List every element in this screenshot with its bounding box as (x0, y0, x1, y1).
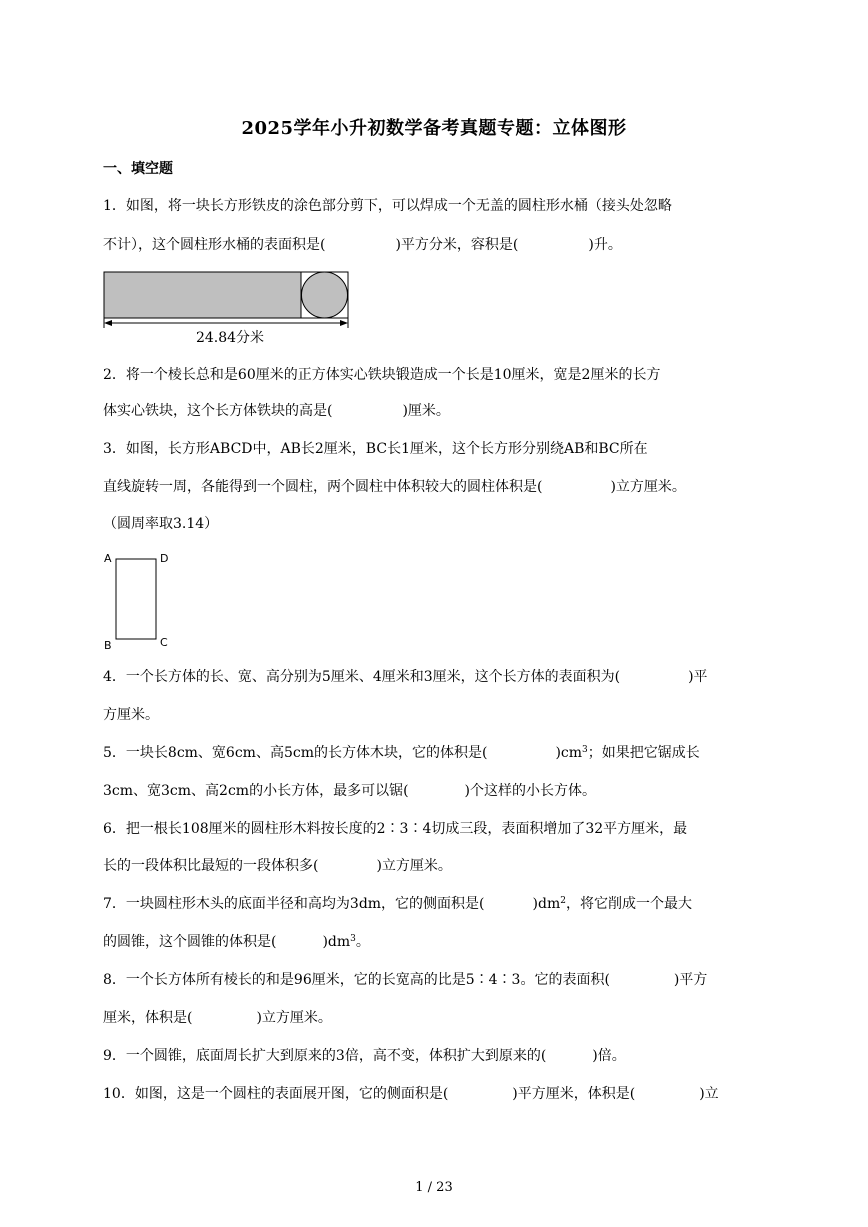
q5-text-4: 3cm、宽3cm、高2cm的小长方体，最多可以锯( (103, 783, 409, 799)
q3-line-3: （圆周率取3.14） (103, 516, 219, 532)
q8-line-2 (103, 1009, 332, 1027)
q3-line-2 (103, 478, 686, 496)
q6-line-2 (103, 857, 452, 875)
vertex-b-label: B (104, 639, 112, 652)
q4-text-2: )平 (688, 669, 708, 685)
q9-line-1 (103, 1047, 626, 1065)
q6-line-1: 6．把一根长108厘米的圆柱形木料按长度的2∶3∶4切成三段，表面积增加了32平方厘米，最 (103, 821, 688, 837)
q10-text-1: 10．如图，这是一个圆柱的表面展开图，它的侧面积是( (103, 1086, 449, 1102)
q8-text-3: 厘米，体积是( (103, 1010, 193, 1026)
q2-line-2 (103, 402, 450, 420)
q5-text-1: 5．一块长8cm、宽6cm、高5cm的长方体木块，它的体积是( (103, 745, 488, 761)
q5-text-2: )cm (555, 745, 583, 761)
q7-line-2 (103, 933, 370, 951)
q3-figure (100, 548, 180, 656)
rectangle-abcd (116, 559, 156, 639)
q3-text-1: 直线旋转一周，各能得到一个圆柱，两个圆柱中体积较大的圆柱体积是( (103, 479, 543, 495)
q1-text-1: 不计），这个圆柱形水桶的表面积是( (103, 237, 326, 253)
q1-line-2 (103, 236, 622, 254)
q8-text-4: )立方厘米。 (256, 1010, 332, 1026)
superscript: 3 (350, 934, 356, 944)
q2-text-1: 体实心铁块，这个长方体铁块的高是( (103, 403, 333, 419)
q8-line-1 (103, 971, 707, 989)
superscript: 3 (582, 745, 588, 755)
page-title: 2025学年小升初数学备考真题专题：立体图形 (241, 118, 627, 139)
q10-text-2: )平方厘米，体积是( (512, 1086, 636, 1102)
q7-text-5: )dm (322, 934, 351, 950)
q7-text-1: 7．一块圆柱形木头的底面半径和高均为3dm，它的侧面积是( (103, 896, 485, 912)
q3-text-2: )立方厘米。 (610, 479, 686, 495)
q7-line-1 (103, 895, 692, 913)
q7-text-4: 的圆锥，这个圆锥的体积是( (103, 934, 277, 950)
q1-figure (100, 268, 360, 352)
q10-text-3: )立 (699, 1086, 719, 1102)
q7-text-3: ，将它削成一个最大 (565, 896, 692, 912)
q5-text-3: ；如果把它锯成长 (587, 745, 700, 761)
q8-text-2: )平方 (673, 972, 708, 988)
superscript: 2 (560, 896, 566, 906)
q1-text-2: )平方分米，容积是( (395, 237, 519, 253)
shaded-rectangle (104, 272, 301, 318)
vertex-a-label: A (104, 552, 112, 565)
section-heading: 一、填空题 (103, 161, 173, 177)
q6-text-1: 长的一段体积比最短的一段体积多( (103, 858, 319, 874)
shaded-circle (302, 272, 348, 318)
q5-line-2 (103, 782, 596, 800)
q5-line-1 (103, 744, 700, 762)
q7-text-2: )dm (532, 896, 561, 912)
dimension-label: 24.84分米 (195, 330, 265, 346)
page-number: 1 / 23 (415, 1180, 453, 1195)
q4-text-1: 4．一个长方体的长、宽、高分别为5厘米、4厘米和3厘米，这个长方体的表面积为( (103, 669, 621, 685)
q10-line-1 (103, 1085, 719, 1103)
q9-text-2: )倍。 (592, 1048, 626, 1064)
vertex-c-label: C (160, 636, 168, 649)
q1-line-1: 1．如图，将一块长方形铁皮的涂色部分剪下，可以焊成一个无盖的圆柱形水桶（接头处忽略 (103, 198, 672, 214)
q7-text-6: 。 (355, 934, 370, 950)
vertex-d-label: D (160, 552, 169, 565)
q2-line-1: 2．将一个棱长总和是60厘米的正方体实心铁块锻造成一个长是10厘米，宽是2厘米的长方 (103, 367, 661, 383)
q3-line-1: 3．如图，长方形ABCD中，AB长2厘米，BC长1厘米，这个长方形分别绕AB和BC所在 (103, 441, 648, 457)
q5-text-5: )个这样的小长方体。 (464, 783, 597, 799)
q6-text-2: )立方厘米。 (376, 858, 452, 874)
q4-line-1 (103, 668, 708, 686)
q2-text-2: )厘米。 (402, 403, 450, 419)
q8-text-1: 8．一个长方体所有棱长的和是96厘米，它的长宽高的比是5∶4∶3。它的表面积( (103, 972, 610, 988)
q4-line-2: 方厘米。 (103, 707, 159, 723)
q1-text-3: )升。 (588, 237, 622, 253)
q9-text-1: 9．一个圆锥，底面周长扩大到原来的3倍，高不变，体积扩大到原来的( (103, 1048, 547, 1064)
